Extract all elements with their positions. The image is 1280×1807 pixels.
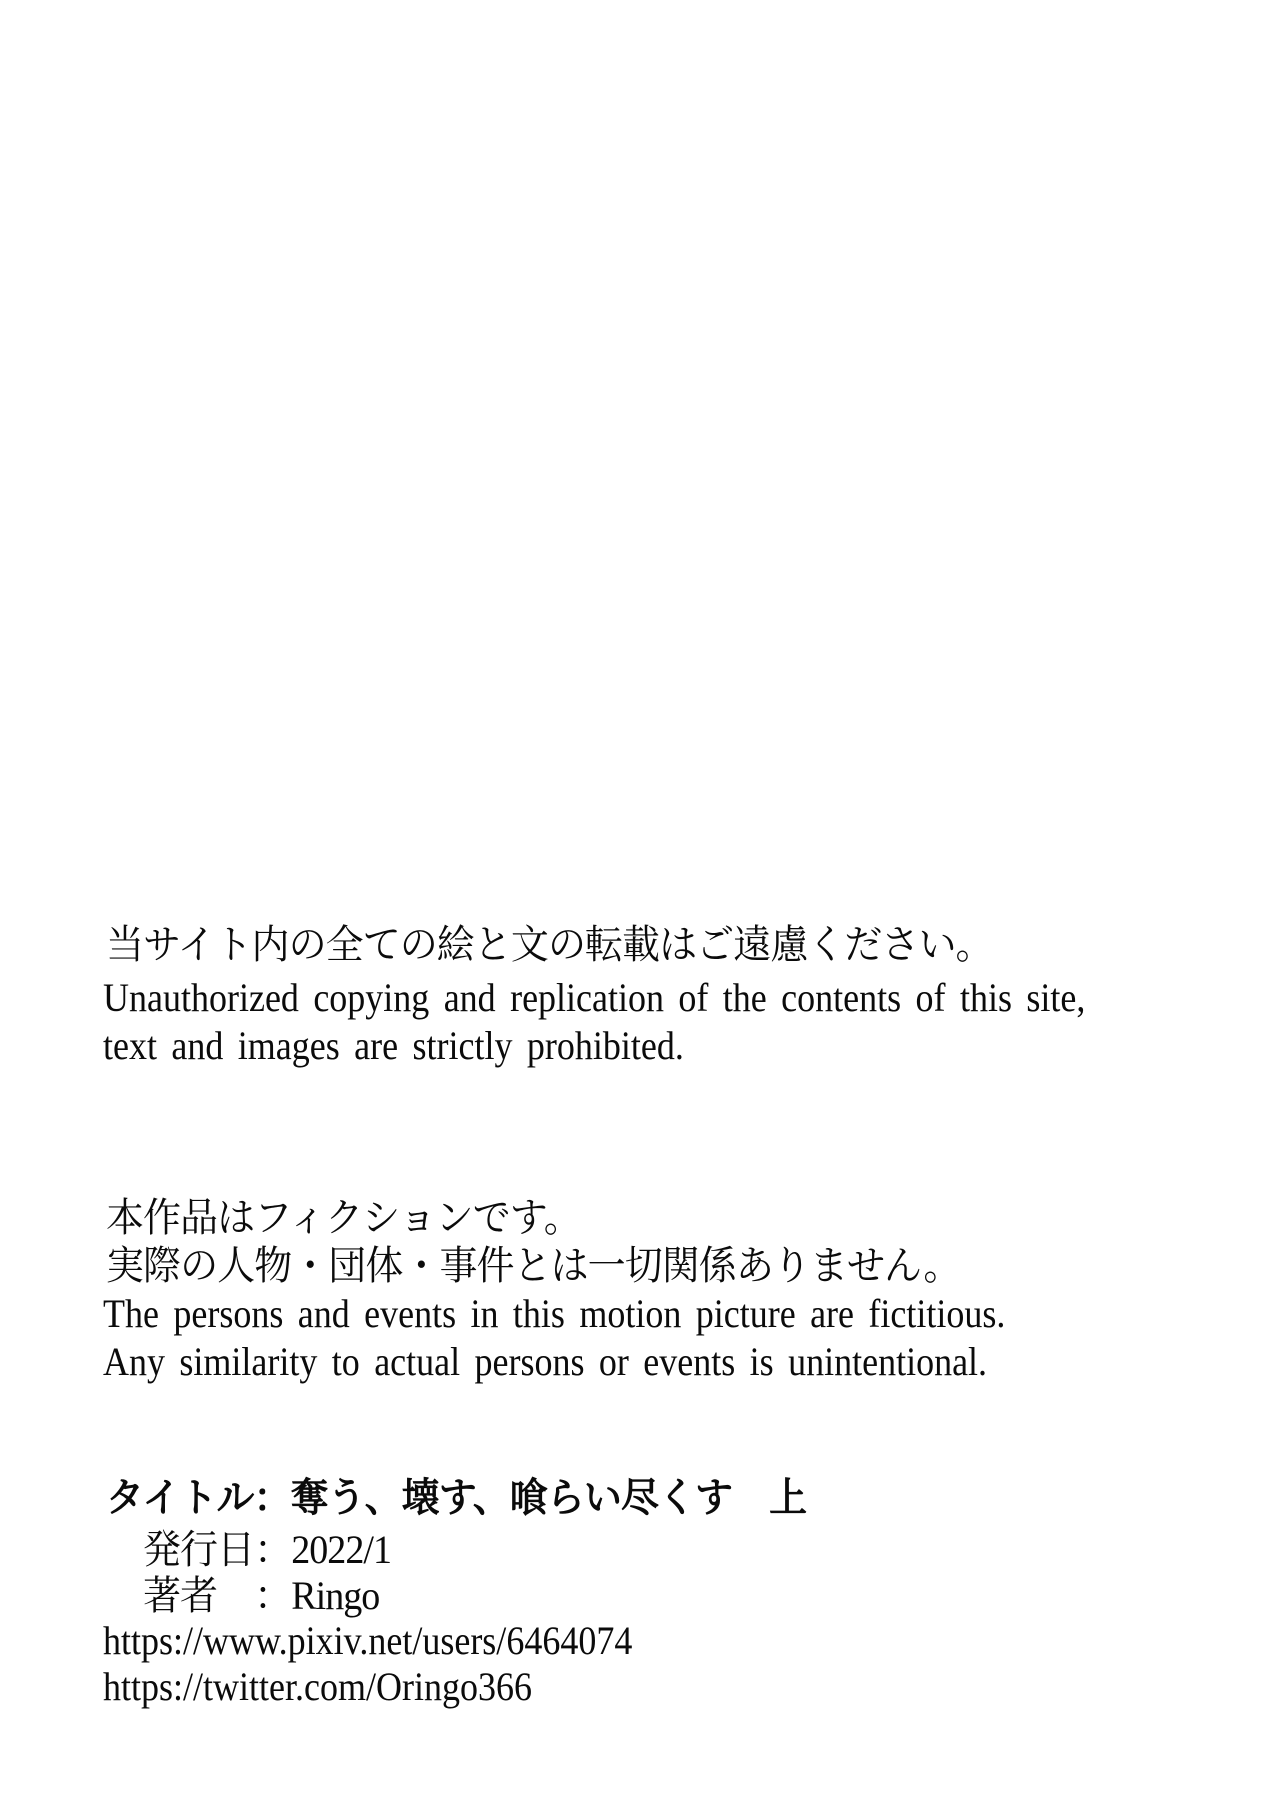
fiction-disclaimer-jp-line1: 本作品はフィクションです。 xyxy=(106,1195,581,1240)
credits-publish-date-line: 発行日：2022/1 xyxy=(143,1527,392,1572)
copyright-notice-jp: 当サイト内の全ての絵と文の転載はご遠慮ください。 xyxy=(106,922,993,967)
fiction-disclaimer-jp-line2: 実際の人物・団体・事件とは一切関係ありません。 xyxy=(106,1243,961,1288)
credits-author-line: 著者 ：Ringo xyxy=(143,1573,380,1618)
credits-pixiv-url: https://www.pixiv.net/users/6464074 xyxy=(103,1618,633,1663)
credits-title-line: タイトル：奪う、壊す、喰らい尽くす 上 xyxy=(106,1475,807,1520)
copyright-notice-en-line2: text and images are strictly prohibited. xyxy=(103,1023,684,1068)
credits-twitter-url: https://twitter.com/Oringo366 xyxy=(103,1664,532,1709)
copyright-notice-en-line1: Unauthorized copying and replication of the contents of this site, xyxy=(103,975,1086,1020)
fiction-disclaimer-en-line2: Any similarity to actual persons or events is unintentional. xyxy=(103,1339,988,1384)
fiction-disclaimer-en-line1: The persons and events in this motion picture are fictitious. xyxy=(103,1291,1006,1336)
